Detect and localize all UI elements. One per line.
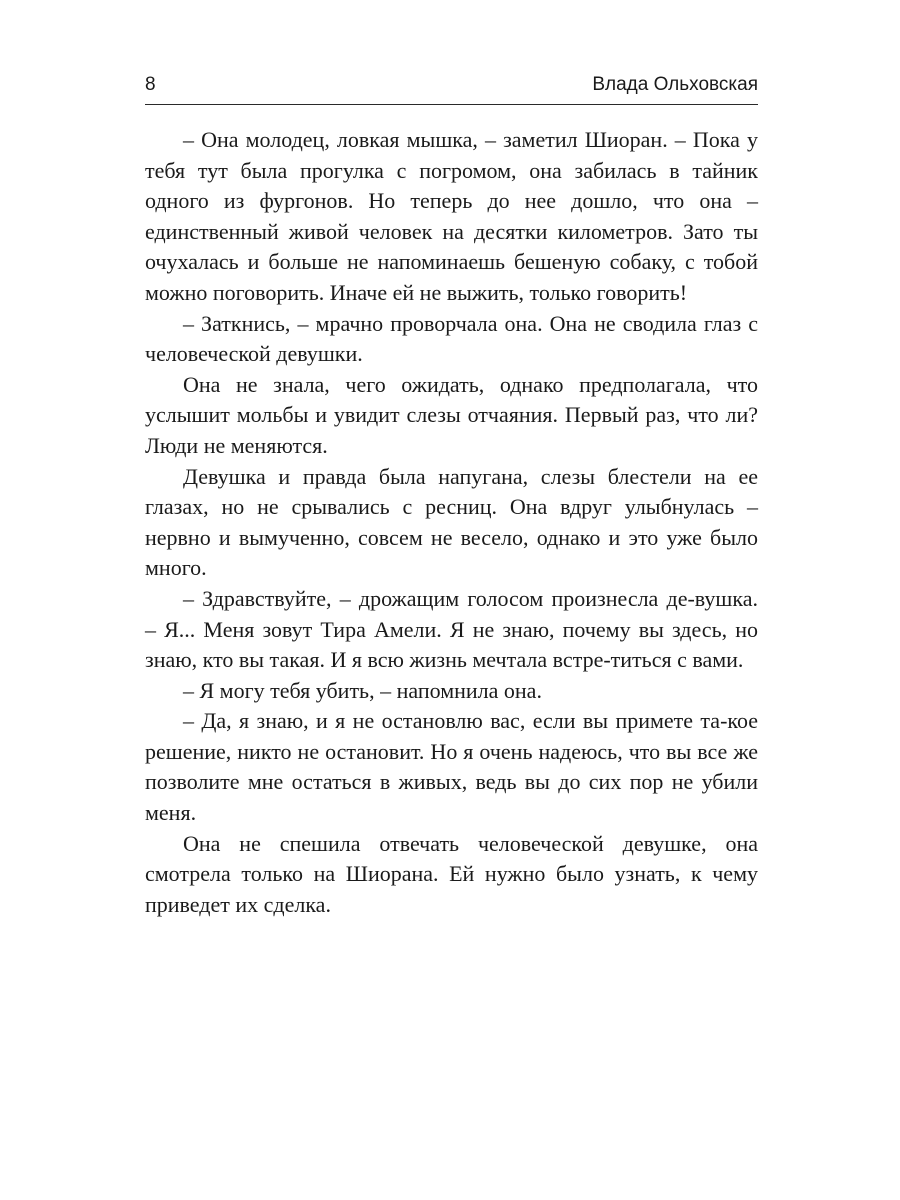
paragraph: – Заткнись, – мрачно проворчала она. Она не сводила глаз с человеческой девушки. — [145, 310, 758, 367]
paragraph: – Здравствуйте, – дрожащим голосом произнесла де-вушка. – Я... Меня зовут Тира Амели. Я не знаю, почему вы здесь, но знаю, кто вы такая. И я всю жизнь мечтала встре-титься с вами. — [145, 585, 758, 673]
paragraph: Она не знала, чего ожидать, однако предполагала, что услышит мольбы и увидит слезы отчаяния. Первый раз, что ли? Люди не меняются. — [145, 371, 758, 458]
paragraph: – Она молодец, ловкая мышка, – заметил Шиоран. – Пока у тебя тут была прогулка с погромом, она забилась в тайник одного из фургонов. Но теперь до нее дошло, что она – единственный живой человек на десятки километров. Зато ты очухалась и больше не напоминаешь бешеную собаку, с тобой можно поговорить. Иначе ей не выжить, только говорить! — [145, 127, 758, 305]
author-name: Влада Ольховская — [592, 74, 758, 95]
paragraph: – Да, я знаю, и я не остановлю вас, если вы примете та-кое решение, никто не остановит. Но я очень надеюсь, что вы все же позволите мне остаться в живых, ведь вы до сих пор не убили меня. — [145, 708, 758, 826]
book-page — [145, 72, 758, 920]
paragraph: – Я могу тебя убить, – напомнила она. — [183, 677, 542, 703]
running-header — [145, 72, 758, 105]
paragraph: Она не спешила отвечать человеческой девушке, она смотрела только на Шиорана. Ей нужно было узнать, к чему приведет их сделка. — [145, 830, 758, 917]
page-number: 8 — [145, 74, 156, 95]
paragraph: Девушка и правда была напугана, слезы блестели на ее глазах, но не срывались с ресниц. Она вдруг улыбнулась – нервно и вымученно, совсем не весело, однако и это уже было много. — [145, 463, 758, 581]
body-text — [145, 125, 758, 920]
